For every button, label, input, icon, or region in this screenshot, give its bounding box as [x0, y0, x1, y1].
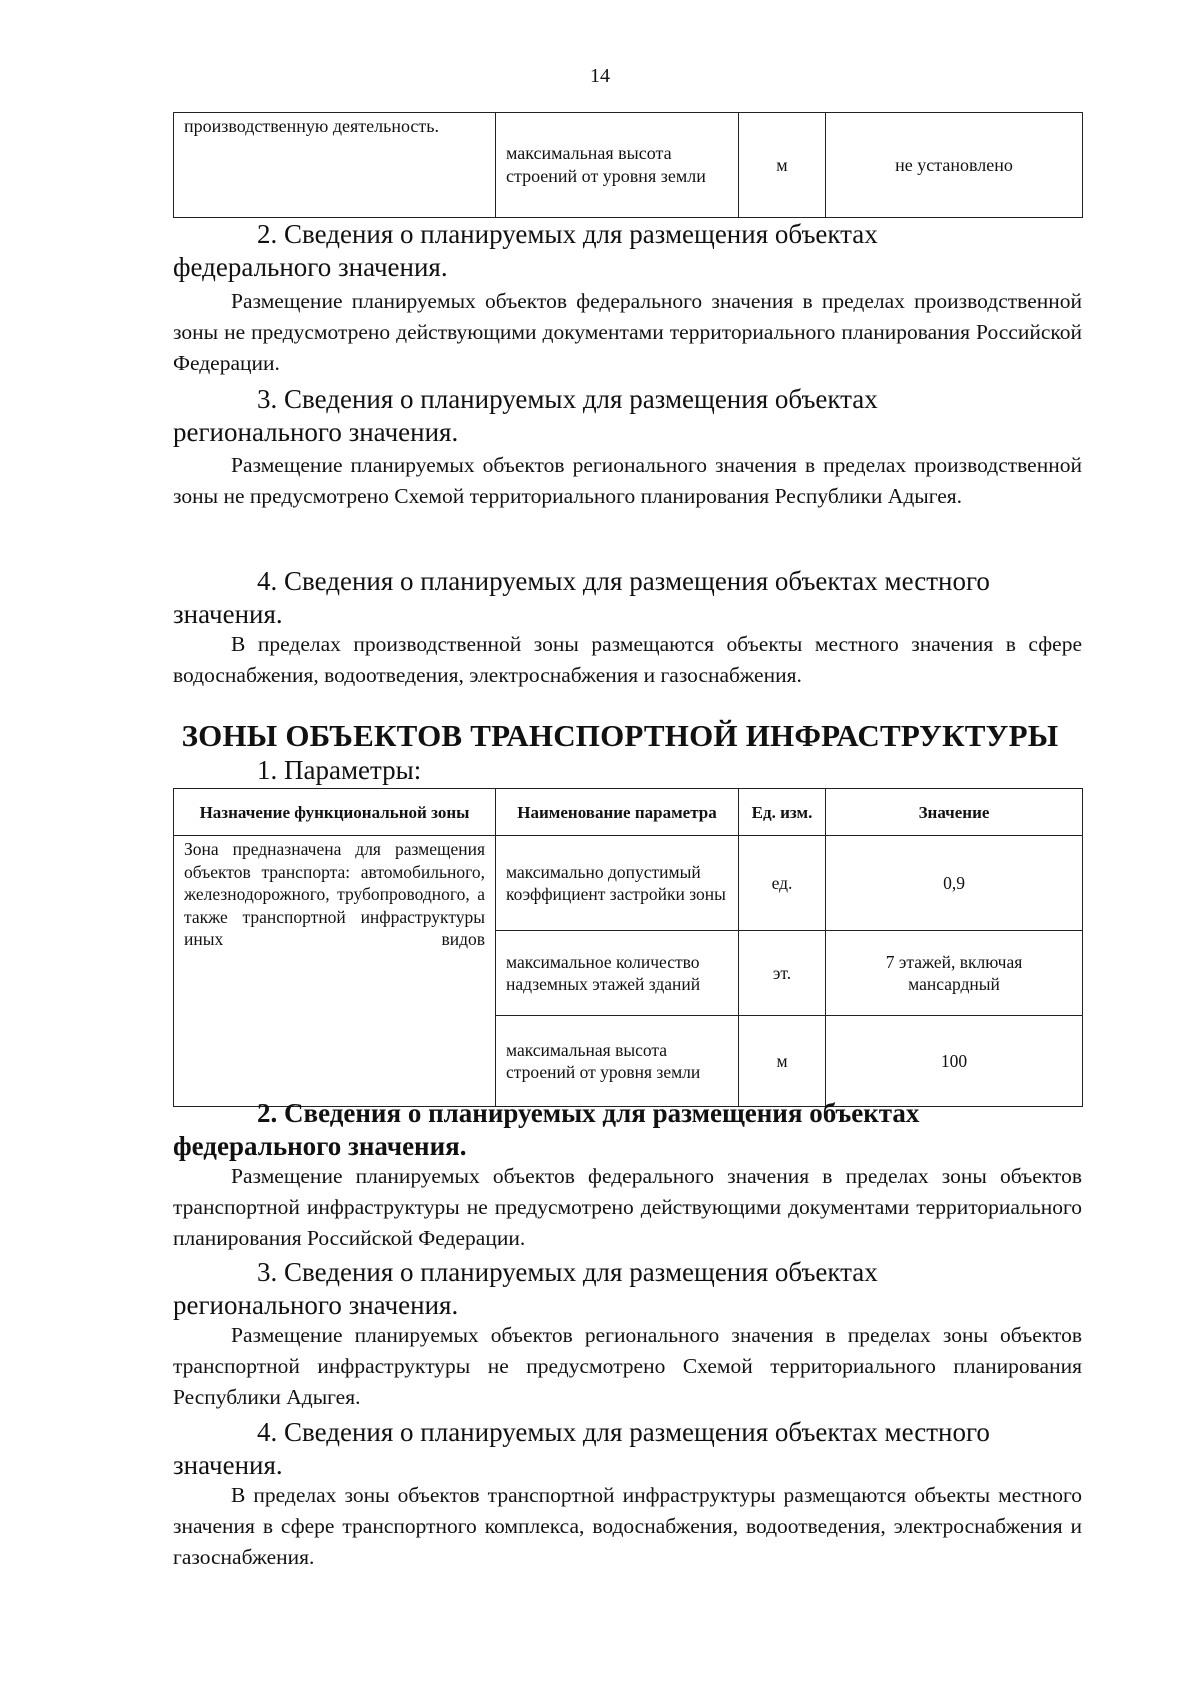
section-paragraph-federal: Размещение планируемых объектов федерального значения в пределах производственной зоны не предусмотрено действующими документами территориального планирования Российской Федерации. — [173, 289, 1082, 375]
param-name-cell: максимальная высота строений от уровня земли — [496, 113, 739, 218]
param-name-cell: максимальное количество надземных этажей зданий — [496, 931, 739, 1016]
header-param: Наименование параметра — [496, 789, 739, 836]
transport-heading-regional: 3. Сведения о планируемых для размещения объектах регионального значения. — [173, 1257, 878, 1320]
value-cell: не установлено — [826, 113, 1083, 218]
transport-params-table — [173, 788, 1083, 1107]
value-cell: 7 этажей, включая мансардный — [826, 931, 1083, 1016]
transport-paragraph-federal: Размещение планируемых объектов федерального значения в пределах зоны объектов транспортной инфраструктуры не предусмотрено действующими документами территориального планирования Российской Федерации. — [173, 1164, 1082, 1250]
unit-cell: эт. — [739, 931, 826, 1016]
value-cell: 100 — [826, 1016, 1083, 1107]
transport-heading-federal: 2. Сведения о планируемых для размещения объектах федерального значения. — [173, 1098, 920, 1161]
continuation-table — [173, 112, 1083, 218]
transport-paragraph-local: В пределах зоны объектов транспортной инфраструктуры размещаются объекты местного значения в сфере транспортного комплекса, водоснабжения, водоотведения, электроснабжения и газоснабжения. — [173, 1483, 1082, 1569]
page-number: 14 — [590, 65, 610, 87]
section-heading-federal: 2. Сведения о планируемых для размещения объектах федерального значения. — [173, 219, 878, 282]
section-paragraph-regional: Размещение планируемых объектов регионального значения в пределах производственной зоны не предусмотрено Схемой территориального планирования Республики Адыгея. — [173, 453, 1082, 508]
unit-cell: ед. — [739, 836, 826, 931]
unit-cell: м — [739, 113, 826, 218]
table-row — [174, 836, 1083, 931]
param-name-cell: максимальная высота строений от уровня земли — [496, 1016, 739, 1107]
table-header-row — [174, 789, 1083, 836]
header-unit: Ед. изм. — [739, 789, 826, 836]
section-heading-local: 4. Сведения о планируемых для размещения объектах местного значения. — [173, 566, 990, 629]
param-name-cell: максимально допустимый коэффициент застройки зоны — [496, 836, 739, 931]
table-row — [174, 113, 1083, 218]
header-value: Значение — [826, 789, 1083, 836]
unit-cell: м — [739, 1016, 826, 1107]
zone-purpose-cell: Зона предназначена для размещения объектов транспорта: автомобильного, железнодорожного, трубопроводного, а также транспортной инфраструктуры иных видов — [174, 836, 496, 1107]
params-heading: 1. Параметры: — [257, 755, 422, 785]
zone-purpose-cell: производственную деятельность. — [174, 113, 496, 218]
value-cell: 0,9 — [826, 836, 1083, 931]
header-purpose: Назначение функциональной зоны — [174, 789, 496, 836]
transport-paragraph-regional: Размещение планируемых объектов регионального значения в пределах зоны объектов транспортной инфраструктуры не предусмотрено Схемой территориального планирования Республики Адыгея. — [173, 1323, 1082, 1409]
transport-zone-title: ЗОНЫ ОБЪЕКТОВ ТРАНСПОРТНОЙ ИНФРАСТРУКТУРЫ — [181, 718, 1059, 753]
section-heading-regional: 3. Сведения о планируемых для размещения объектах регионального значения. — [173, 384, 878, 447]
section-paragraph-local: В пределах производственной зоны размещаются объекты местного значения в сфере водоснабжения, водоотведения, электроснабжения и газоснабжения. — [173, 632, 1082, 687]
transport-heading-local: 4. Сведения о планируемых для размещения объектах местного значения. — [173, 1417, 990, 1480]
